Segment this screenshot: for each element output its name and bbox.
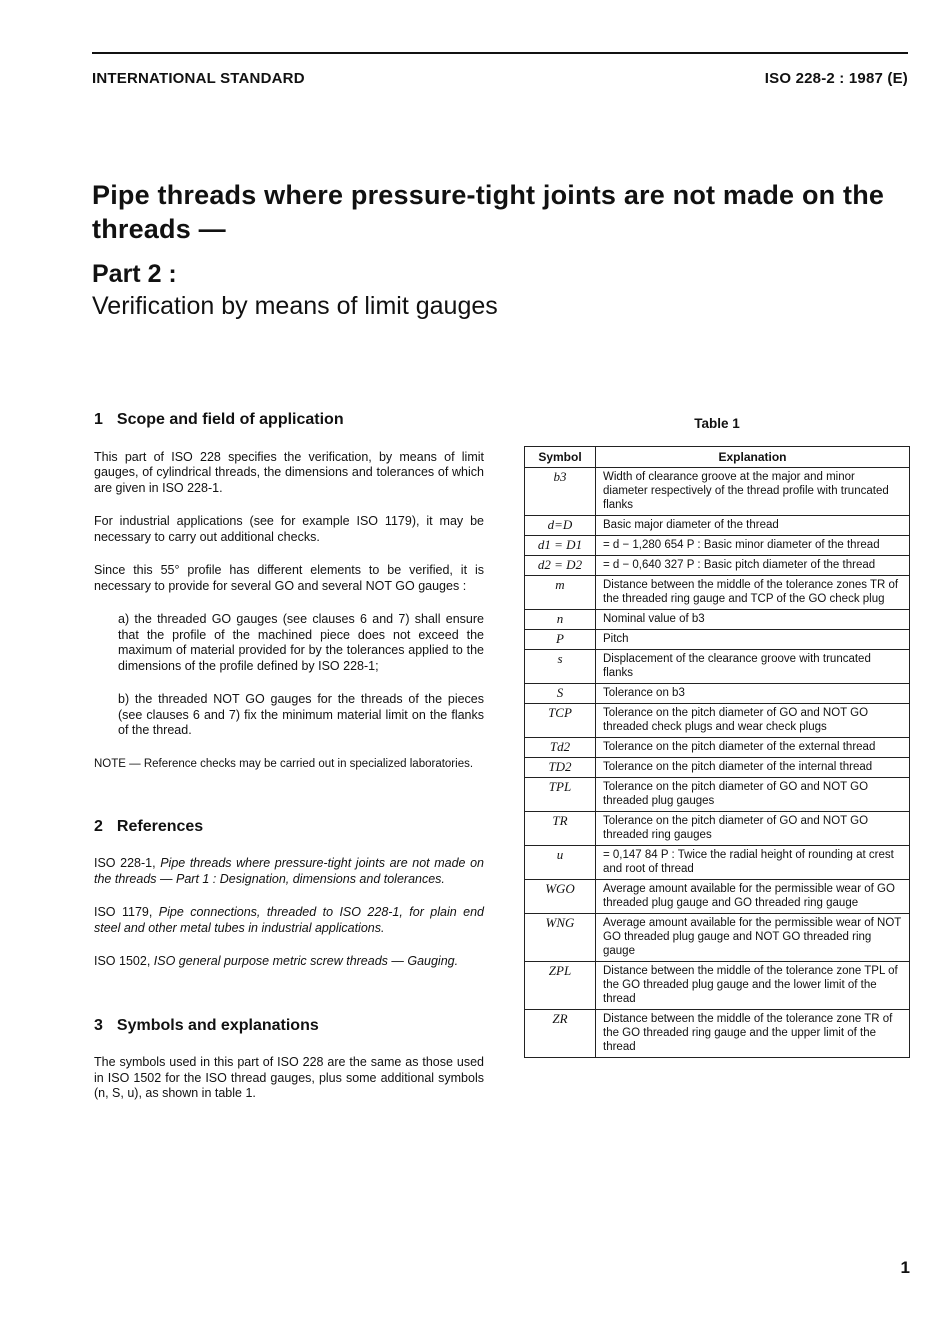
- symbol-cell: m: [525, 576, 596, 610]
- table-row: [525, 962, 910, 1010]
- symbol-cell: WNG: [525, 914, 596, 962]
- section-1-paragraph: For industrial applications (see for example ISO 1179), it may be necessary to carry out additional checks.: [94, 514, 484, 544]
- header-standard-label: INTERNATIONAL STANDARD: [92, 70, 305, 87]
- explanation-cell: Average amount available for the permissible wear of GO threaded plug gauge and GO threaded ring gauge: [596, 880, 910, 914]
- section-1-heading: 1 Scope and field of application: [94, 411, 344, 428]
- explanation-cell: Tolerance on the pitch diameter of GO and NOT GO threaded ring gauges: [596, 812, 910, 846]
- left-column: [94, 412, 484, 1120]
- table-row: [525, 704, 910, 738]
- explanation-cell: Distance between the middle of the tolerance zones TR of the threaded ring gauge and TCP of the GO check plug: [596, 576, 910, 610]
- symbol-cell: ZR: [525, 1010, 596, 1058]
- table-row: [525, 846, 910, 880]
- symbol-cell: b3: [525, 468, 596, 516]
- explanation-cell: Tolerance on the pitch diameter of the internal thread: [596, 758, 910, 778]
- table-row: [525, 610, 910, 630]
- explanation-cell: Average amount available for the permissible wear of NOT GO threaded plug gauge and NOT GO threaded ring gauge: [596, 914, 910, 962]
- document-title: Pipe threads where pressure-tight joints are not made on the threads —: [92, 180, 885, 244]
- explanation-cell: Distance between the middle of the tolerance zone TR of the GO threaded ring gauge and the upper limit of the thread: [596, 1010, 910, 1058]
- explanation-cell: Basic major diameter of the thread: [596, 516, 910, 536]
- table-row: [525, 650, 910, 684]
- page-number: 1: [900, 1258, 910, 1277]
- explanation-cell: Tolerance on the pitch diameter of GO and NOT GO threaded plug gauges: [596, 778, 910, 812]
- column-header-explanation: Explanation: [596, 447, 910, 468]
- page-header: [92, 52, 908, 87]
- table-row: [525, 738, 910, 758]
- table-header-row: [525, 447, 910, 468]
- table-row: [525, 758, 910, 778]
- table-row: [525, 630, 910, 650]
- explanation-cell: = 0,147 84 P : Twice the radial height of rounding at crest and root of thread: [596, 846, 910, 880]
- part-label: Part 2 :: [92, 260, 177, 288]
- table-row: [525, 516, 910, 536]
- explanation-cell: Tolerance on the pitch diameter of GO and NOT GO threaded check plugs and wear check plugs: [596, 704, 910, 738]
- explanation-cell: Distance between the middle of the tolerance zone TPL of the GO threaded plug gauge and the lower limit of the thread: [596, 962, 910, 1010]
- explanation-cell: Nominal value of b3: [596, 610, 910, 630]
- symbol-cell: WGO: [525, 880, 596, 914]
- section-1-paragraph: Since this 55° profile has different elements to be verified, it is necessary to provide for several GO and several NOT GO gauges :: [94, 563, 484, 593]
- symbol-cell: d2 = D2: [525, 556, 596, 576]
- explanation-cell: = d − 0,640 327 P : Basic pitch diameter of the thread: [596, 556, 910, 576]
- table-row: [525, 684, 910, 704]
- section-2-heading: 2 References: [94, 817, 204, 835]
- symbol-cell: u: [525, 846, 596, 880]
- explanation-cell: Tolerance on b3: [596, 684, 910, 704]
- section-3-paragraph: The symbols used in this part of ISO 228 are the same as those used in ISO 1502 for the ISO thread gauges, plus some additional symbols (n, S, u), as shown in table 1.: [94, 1055, 484, 1100]
- reference-item: ISO 228-1, Pipe threads where pressure-tight joints are not made on the threads — Part 1 : Designation, dimensions and tolerances.: [94, 856, 484, 886]
- table-row: [525, 880, 910, 914]
- table-row: [525, 1010, 910, 1058]
- symbol-cell: ZPL: [525, 962, 596, 1010]
- table-caption: Table 1: [694, 416, 740, 431]
- column-header-symbol: Symbol: [525, 447, 596, 468]
- document-subtitle: Verification by means of limit gauges: [92, 292, 498, 320]
- note: NOTE — Reference checks may be carried out in specialized laboratories.: [94, 757, 474, 770]
- explanation-cell: Pitch: [596, 630, 910, 650]
- symbol-cell: TR: [525, 812, 596, 846]
- explanation-cell: Width of clearance groove at the major and minor diameter respectively of the thread profile with truncated flanks: [596, 468, 910, 516]
- table-row: [525, 536, 910, 556]
- explanation-cell: Tolerance on the pitch diameter of the external thread: [596, 738, 910, 758]
- table-row: [525, 556, 910, 576]
- symbol-cell: TPL: [525, 778, 596, 812]
- reference-item: ISO 1502, ISO general purpose metric screw threads — Gauging.: [94, 954, 459, 968]
- symbol-cell: d1 = D1: [525, 536, 596, 556]
- table-row: [525, 812, 910, 846]
- table-row: [525, 778, 910, 812]
- symbol-cell: TCP: [525, 704, 596, 738]
- explanation-cell: Displacement of the clearance groove with truncated flanks: [596, 650, 910, 684]
- table-row: [525, 468, 910, 516]
- symbol-cell: TD2: [525, 758, 596, 778]
- table-row: [525, 576, 910, 610]
- table-row: [525, 914, 910, 962]
- symbol-cell: P: [525, 630, 596, 650]
- symbol-cell: Td2: [525, 738, 596, 758]
- symbol-cell: d=D: [525, 516, 596, 536]
- list-item-a: a) the threaded GO gauges (see clauses 6 and 7) shall ensure that the profile of the machined piece does not exceed the maximum of material provided for by the tolerances applied to the dimensions of the profile defined by ISO 228-1;: [118, 612, 484, 673]
- symbol-cell: S: [525, 684, 596, 704]
- symbols-table: [524, 446, 910, 1058]
- header-document-id: ISO 228-2 : 1987 (E): [764, 70, 908, 87]
- symbol-cell: n: [525, 610, 596, 630]
- list-item-b: b) the threaded NOT GO gauges for the threads of the pieces (see clauses 6 and 7) fix the minimum material limit on the flanks of the thread.: [118, 692, 484, 737]
- section-3-heading: 3 Symbols and explanations: [94, 1016, 319, 1034]
- section-1-paragraph: This part of ISO 228 specifies the verification, by means of limit gauges, of cylindrical threads, the dimensions and tolerances of which are given in ISO 228-1.: [94, 449, 484, 495]
- explanation-cell: = d − 1,280 654 P : Basic minor diameter of the thread: [596, 536, 910, 556]
- reference-item: ISO 1179, Pipe connections, threaded to ISO 228-1, for plain end steel and other metal tubes in industrial applications.: [94, 905, 485, 935]
- symbol-cell: s: [525, 650, 596, 684]
